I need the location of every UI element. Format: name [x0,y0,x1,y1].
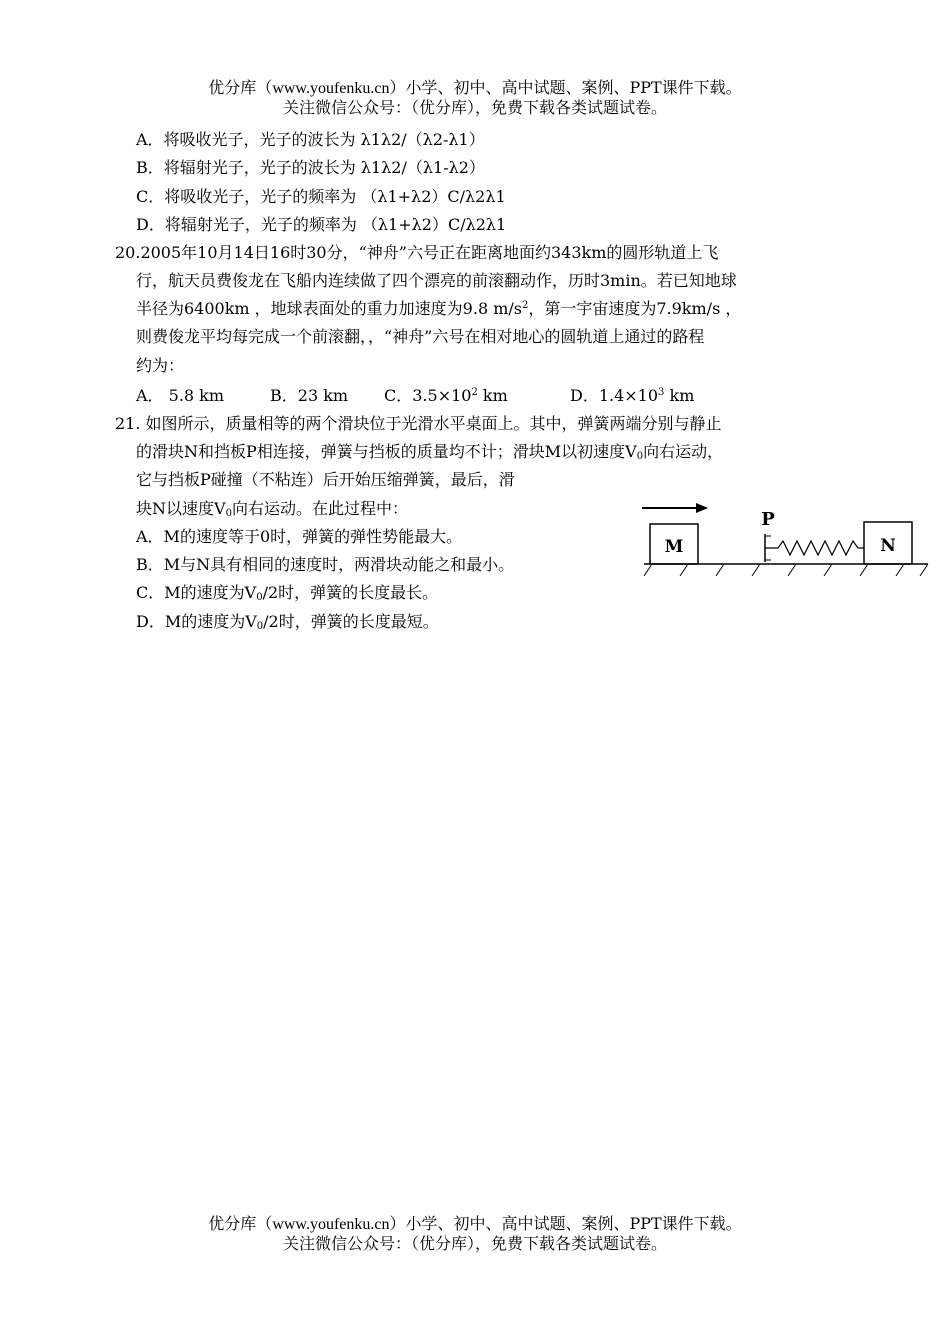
spring [765,541,865,555]
q19-option-d: D．将辐射光子，光子的频率为 （λ1+λ2）C/λ2λ1 [136,215,507,234]
q20-option-c: C．$3.5\times 10^2$ km [384,386,508,405]
q21-option-a: A．M的速度等于0时，弹簧的弹性势能最大。 [136,527,463,546]
q19-option-a: A．将吸收光子，光子的波长为 λ1λ2/（λ2-λ1） [136,130,485,149]
q20-option-d: D．$1.4\times 10^3$ km [570,386,695,405]
q21-stem-line2: 的滑块N和挡板P相连接，弹簧与挡板的质量均不计；滑块M以初速度$V_0$向右运动， [136,442,724,462]
q20-option-b: B．23 km [270,386,349,405]
q21-stem-line3: 它与挡板P碰撞（不粘连）后开始压缩弹簧，最后，滑 [136,470,515,489]
footer-site: www.youfenku.cn [272,1216,390,1233]
velocity-arrow [642,503,708,513]
ground-surface [644,564,928,576]
block-m-label: M [664,537,684,557]
plate-p-label: P [761,509,775,530]
page-footer-line2: 关注微信公众号：（优分库），免费下载各类试题试卷。 [282,1234,667,1253]
page-header-line1: 优分库（www.youfenku.cn）小学、初中、高中试题、案例、PPT课件下载。 [208,78,742,97]
spring-block-figure [640,498,930,588]
q19-option-b: B．将辐射光子，光子的波长为 λ1λ2/（λ1-λ2） [136,158,485,177]
q20-stem-line5: 约为： [136,356,185,375]
q21-stem-line1: 21. 如图所示，质量相等的两个滑块位于光滑水平桌面上。其中，弹簧两端分别与静止 [115,414,722,433]
page-header-line2: 关注微信公众号：（优分库），免费下载各类试题试卷。 [282,98,667,117]
q21-option-b: B．M与N具有相同的速度时，两滑块动能之和最小。 [136,555,515,574]
block-n-label: N [880,536,896,556]
q20-stem-line1: 20.2005年10月14日16时30分，“神舟”六号正在距离地面约343km的圆形轨道上飞 [115,243,719,262]
page-footer-line1: 优分库（www.youfenku.cn）小学、初中、高中试题、案例、PPT课件下载。 [208,1214,742,1233]
q20-stem-line3: 半径为6400km ，地球表面处的重力加速度为9.8 $m/s^2$，第一宇宙速度为7.9km/s ， [136,299,742,318]
q20-option-a: A． 5.8 km [136,386,225,405]
q21-option-d: D．M的速度为$V_0/2$时，弹簧的长度最短。 [136,612,439,632]
q21-stem-line4: 块N以速度$V_0$向右运动。在此过程中： [136,499,408,519]
q19-option-c: C．将吸收光子，光子的频率为 （λ1+λ2）C/λ2λ1 [136,187,506,206]
header-site: www.youfenku.cn [272,80,390,97]
q20-stem-line2: 行，航天员费俊龙在飞船内连续做了四个漂亮的前滚翻动作，历时3min。若已知地球 [136,271,737,290]
q20-stem-line4: 则费俊龙平均每完成一个前滚翻，，“神舟”六号在相对地心的圆轨道上通过的路程 [136,327,705,346]
q21-option-c: C．M的速度为$V_0/2$时，弹簧的长度最长。 [136,583,439,603]
